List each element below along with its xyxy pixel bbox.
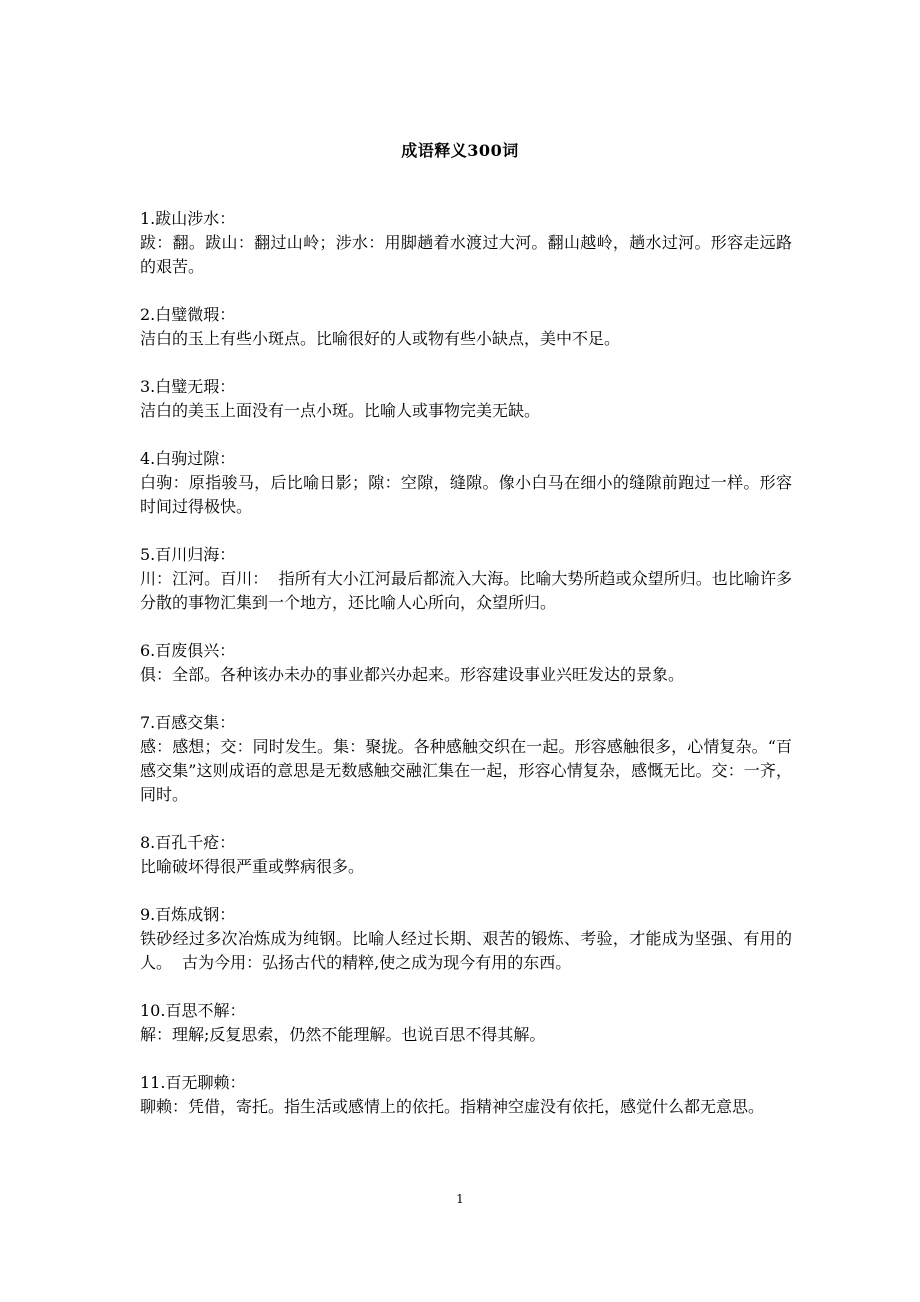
entry-heading: 10.百思不解：	[140, 1001, 246, 1020]
entry-heading: 8.百孔千疮：	[140, 833, 236, 852]
entry-definition: 感：感想；交：同时发生。集：聚拢。各种感触交织在一起。形容感触很多，心情复杂。“百感交集”这则成语的意思是无数感触交融汇集在一起，形容心情复杂，感慨无比。交：一齐，同时。	[140, 737, 792, 804]
entry-definition: 比喻破坏得很严重或弊病很多。	[140, 857, 365, 876]
entry-heading: 2.白璧微瑕：	[140, 305, 236, 324]
entry-2	[140, 303, 792, 351]
entry-heading: 1.跋山涉水：	[140, 209, 236, 228]
entry-definition: 川：江河。百川： 指所有大小江河最后都流入大海。比喻大势所趋或众望所归。也比喻许多分散的事物汇集到一个地方，还比喻人心所向，众望所归。	[140, 569, 792, 612]
entry-9	[140, 903, 792, 975]
entry-heading: 4.白驹过隙：	[140, 449, 236, 468]
entry-11	[140, 1071, 792, 1119]
entry-3	[140, 375, 792, 423]
entry-8	[140, 831, 792, 879]
entry-definition: 铁砂经过多次冶炼成为纯钢。比喻人经过长期、艰苦的锻炼、考验，才能成为坚强、有用的人。 古为今用：弘扬古代的精粹,使之成为现今有用的东西。	[140, 929, 792, 972]
entry-heading: 9.百炼成钢：	[140, 905, 236, 924]
entry-heading: 6.百废俱兴：	[140, 641, 236, 660]
document-title: 成语释义300词	[401, 141, 519, 160]
entry-heading: 3.白璧无瑕：	[140, 377, 236, 396]
entry-definition: 洁白的玉上有些小斑点。比喻很好的人或物有些小缺点，美中不足。	[140, 329, 621, 348]
entry-heading: 11.百无聊赖：	[140, 1073, 246, 1092]
page-number: 1	[456, 1192, 464, 1206]
entry-definition: 洁白的美玉上面没有一点小斑。比喻人或事物完美无缺。	[140, 401, 541, 420]
entry-5	[140, 543, 792, 615]
entry-definition: 聊赖：凭借，寄托。指生活或感情上的依托。指精神空虚没有依托，感觉什么都无意思。	[140, 1097, 765, 1116]
entry-definition: 俱：全部。各种该办未办的事业都兴办起来。形容建设事业兴旺发达的景象。	[140, 665, 685, 684]
entry-definition: 跋：翻。跋山：翻过山岭；涉水：用脚趟着水渡过大河。翻山越岭，趟水过河。形容走远路的艰苦。	[140, 233, 792, 276]
entry-heading: 7.百感交集：	[140, 713, 236, 732]
entry-1	[140, 207, 792, 279]
entry-definition: 白驹：原指骏马，后比喻日影；隙：空隙，缝隙。像小白马在细小的缝隙前跑过一样。形容时间过得极快。	[140, 473, 792, 516]
entry-7	[140, 711, 792, 807]
entry-4	[140, 447, 792, 519]
entry-6	[140, 639, 792, 687]
entry-list	[140, 207, 792, 1143]
entry-definition: 解：理解;反复思索，仍然不能理解。也说百思不得其解。	[140, 1025, 546, 1044]
entry-10	[140, 999, 792, 1047]
entry-heading: 5.百川归海：	[140, 545, 236, 564]
